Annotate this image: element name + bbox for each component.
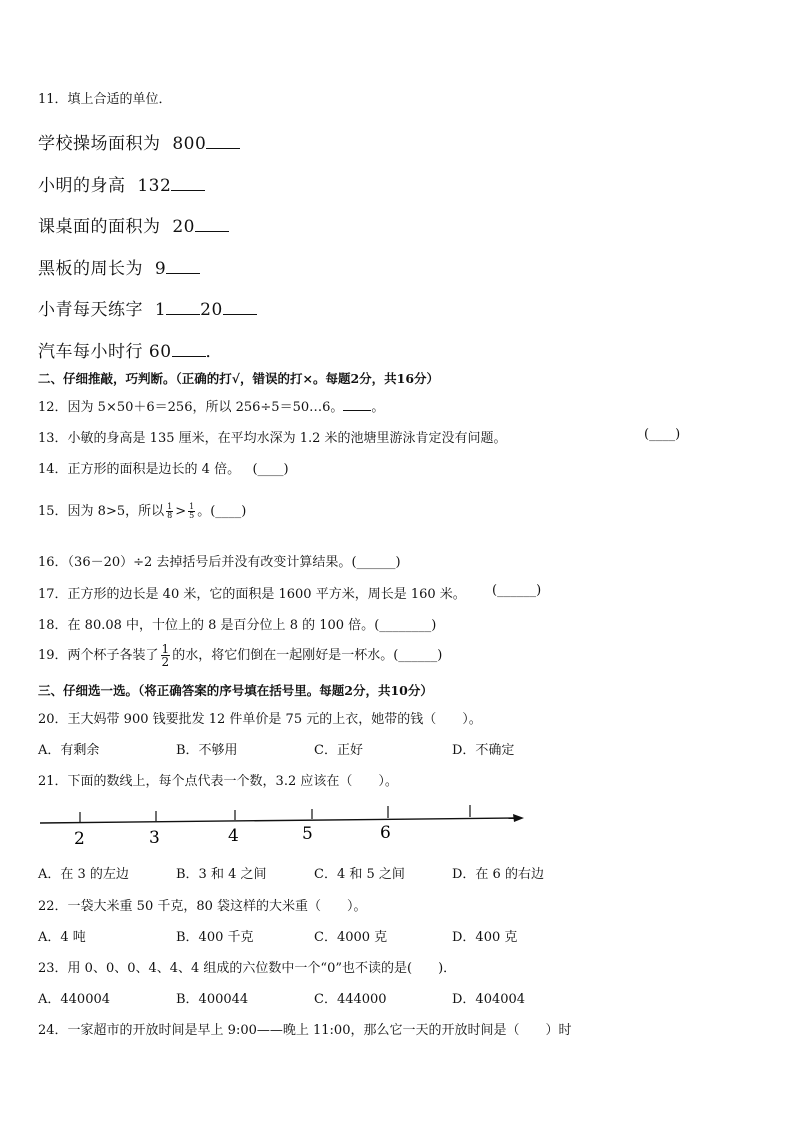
section2-title: 二、仔细推敲，巧判断。（正确的打√，错误的打×。每题2分，共16分）	[38, 371, 440, 386]
tick-label: 5	[302, 824, 313, 844]
q18: 18．在 80.08 中，十位上的 8 是百分位上 8 的 100 倍。(________)	[38, 618, 437, 633]
answer-blank[interactable]	[343, 397, 371, 411]
q17-answer-paren[interactable]: (______)	[492, 583, 542, 598]
q13: 13．小敏的身高是 135 厘米，在平均水深为 1.2 米的池塘里游泳肯定没有问题。	[38, 431, 507, 446]
q11-item-3: 课桌面的面积为 20	[38, 212, 229, 237]
q22-option-a[interactable]: A．4 吨	[38, 930, 86, 945]
q11-item-6: 汽车每小时行 60 ．	[38, 337, 223, 362]
q21-option-d[interactable]: D．在 6 的右边	[452, 867, 544, 882]
q23-option-d[interactable]: D．404004	[452, 992, 526, 1007]
q20-option-c[interactable]: C．正好	[314, 743, 363, 758]
q23-option-a[interactable]: A．440004	[38, 992, 111, 1007]
q19: 19．两个杯子各装了 $\frac{1}{2}$ 的水，将它们倒在一起刚好是一杯水。(______)	[38, 642, 443, 669]
q23: 23．用 0、0、0、4、4、4 组成的六位数中一个“0”也不读的是( )．	[38, 961, 457, 976]
answer-blank[interactable]	[171, 173, 205, 191]
number-line-axis	[40, 818, 515, 823]
q11-item-5: 小青每天练字 1 20	[38, 295, 257, 320]
q22-option-b[interactable]: B．400 千克	[176, 930, 254, 945]
answer-blank[interactable]	[206, 131, 240, 149]
q13-answer-paren[interactable]: (____)	[644, 427, 681, 442]
q21-option-a[interactable]: A．在 3 的左边	[38, 867, 129, 882]
q16-answer-paren[interactable]: (______)	[351, 555, 401, 570]
q11-header: 11．填上合适的单位．	[38, 92, 172, 107]
tick-label: 2	[74, 829, 85, 849]
tick-label: 4	[228, 826, 239, 846]
q14: 14．正方形的面积是边长的 4 倍。 (____)	[38, 462, 289, 477]
q16: 16．（36－20）÷2 去掉括号后并没有改变计算结果。(______)	[38, 555, 401, 570]
q19-answer-paren[interactable]: (______)	[393, 648, 443, 663]
number-line	[0, 800, 560, 850]
fraction-1-5: $\frac{1}{5}$	[189, 502, 195, 520]
q22: 22．一袋大米重 50 千克，80 袋这样的大米重（ ）。	[38, 899, 367, 914]
q18-answer-paren[interactable]: (________)	[374, 618, 437, 633]
q15: 15．因为 8>5，所以 $\frac{1}{8}$ > $\frac{1}{5}$ 。(____)	[38, 502, 247, 520]
q21-option-c[interactable]: C．4 和 5 之间	[314, 867, 405, 882]
fraction-1-8: $\frac{1}{8}$	[167, 502, 173, 520]
tick-label: 6	[380, 823, 391, 843]
fraction-1-2: $\frac{1}{2}$	[161, 642, 170, 669]
q17: 17．正方形的边长是 40 米，它的面积是 1600 平方米，周长是 160 米。	[38, 587, 466, 602]
q21-option-b[interactable]: B．3 和 4 之间	[176, 867, 267, 882]
section3-title: 三、仔细选一选。（将正确答案的序号填在括号里。每题2分，共10分）	[38, 683, 433, 698]
answer-blank[interactable]	[166, 256, 200, 274]
q14-answer-paren[interactable]: (____)	[252, 462, 289, 477]
q20-option-d[interactable]: D．不确定	[452, 743, 515, 758]
q11-item-2: 小明的身高 132	[38, 171, 205, 196]
q11-item-1: 学校操场面积为 800	[38, 129, 240, 154]
q20: 20．王大妈带 900 钱要批发 12 件单价是 75 元的上衣，她带的钱（ ）。	[38, 712, 482, 727]
tick-label: 3	[149, 828, 160, 848]
q22-option-d[interactable]: D．400 克	[452, 930, 518, 945]
q23-option-c[interactable]: C．444000	[314, 992, 387, 1007]
q15-answer-paren[interactable]: (____)	[210, 504, 247, 519]
answer-blank[interactable]	[172, 339, 206, 357]
q22-option-c[interactable]: C．4000 克	[314, 930, 388, 945]
q24: 24．一家超市的开放时间是早上 9:00——晚上 11:00，那么它一天的开放时间是（ ）时	[38, 1023, 572, 1038]
q20-option-a[interactable]: A．有剩余	[38, 743, 100, 758]
q21: 21．下面的数线上，每个点代表一个数，3.2 应该在（ ）。	[38, 774, 398, 789]
answer-blank[interactable]	[223, 297, 257, 315]
q12: 12．因为 5×50＋6＝256，所以 256÷5＝50…6。 。	[38, 396, 384, 415]
q20-option-b[interactable]: B．不够用	[176, 743, 238, 758]
q11-item-4: 黑板的周长为 9	[38, 254, 200, 279]
number-line-arrow	[513, 814, 524, 822]
answer-blank[interactable]	[195, 214, 229, 232]
answer-blank[interactable]	[166, 297, 200, 315]
q23-option-b[interactable]: B．400044	[176, 992, 249, 1007]
